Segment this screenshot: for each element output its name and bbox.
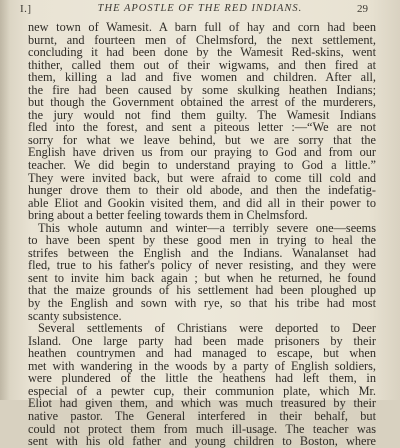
text-line: Several settlements of Christians were deported to Deer: [38, 321, 376, 336]
body-text: [28, 21, 376, 448]
text-line: the jury would not find them guilty. The Wamesit Indians: [28, 107, 376, 122]
text-line: English have driven us from our praying to God and from our: [28, 145, 376, 160]
page-header: [14, 3, 386, 19]
text-line: sent with his old father and young children to Boston, where: [28, 434, 376, 448]
text-line: new town of Wamesit. A barn full of hay and corn had been: [28, 20, 376, 34]
gutter-shadow: [0, 0, 10, 400]
text-line: hunger drove them to their old abode, and then the indefatig-: [28, 183, 376, 198]
text-line: teacher. We did begin to understand praying to God a little.”: [28, 158, 376, 173]
text-line: to have been spent by these good men in trying to heal the: [28, 233, 376, 248]
text-line: that the maize grounds of his settlement had been ploughed up: [28, 283, 376, 298]
running-title: THE APOSTLE OF THE RED INDIANS.: [97, 3, 303, 14]
text-line: fled, true to his father's policy of never resisting, and they were: [28, 258, 376, 273]
text-line: They were invited back, but were afraid to come till cold and: [28, 170, 376, 185]
chapter-marker: I.]: [20, 3, 32, 15]
text-line: This whole autumn and winter—a terribly severe one—seems: [38, 220, 376, 235]
text-line: sorry for what we leave behind, but we are sorry that the: [28, 132, 376, 147]
text-line: Island. One large party had been made prisoners by their: [28, 333, 376, 348]
text-line: strifes between the English and the Indians. Wanalanset had: [28, 245, 376, 260]
text-line: able Eliot and Gookin visited them, and did all in their power to: [28, 195, 376, 210]
text-line: the fire had been caused by some skulking heathen Indians;: [28, 82, 376, 97]
text-line: especial of a pewter cup, their communion plate, which Mr.: [28, 383, 376, 398]
text-line: were plundered of the little the heathens had left them, in: [28, 371, 376, 386]
text-line: bring about a better feeling towards them in Chelmsford.: [28, 208, 308, 223]
text-line: sent to invite him back again ; but when he returned, he found: [28, 270, 376, 285]
text-line: Eliot had given them, and which was much treasured by their: [28, 396, 376, 411]
page-number: 29: [357, 3, 368, 15]
text-line: native pastor. The General interfered in their behalf, but: [28, 408, 376, 423]
text-line: them, killing a lad and five women and children. After all,: [28, 70, 376, 85]
text-line: by the English and sown with rye, so that his tribe had most: [28, 296, 376, 311]
text-line: concluding it had been done by the Wamesit Red-skins, went: [28, 45, 376, 60]
text-line: burnt, and fourteen men of Chelmsford, the next settlement,: [28, 32, 376, 47]
text-line: fled into the forest, and sent a piteous letter :—“We are not: [28, 120, 376, 135]
text-line: could not protect them from much ill-usage. The teacher was: [28, 421, 376, 436]
text-line: scanty subsistence.: [28, 308, 122, 323]
text-line: met with wandering in the woods by a party of English soldiers,: [28, 358, 376, 373]
text-line: thither, called them out of their wigwams, and then fired at: [28, 57, 376, 72]
text-line: but though the Government obtained the arrest of the murderers,: [28, 95, 376, 110]
text-line: heathen countrymen and had managed to escape, but when: [28, 346, 376, 361]
